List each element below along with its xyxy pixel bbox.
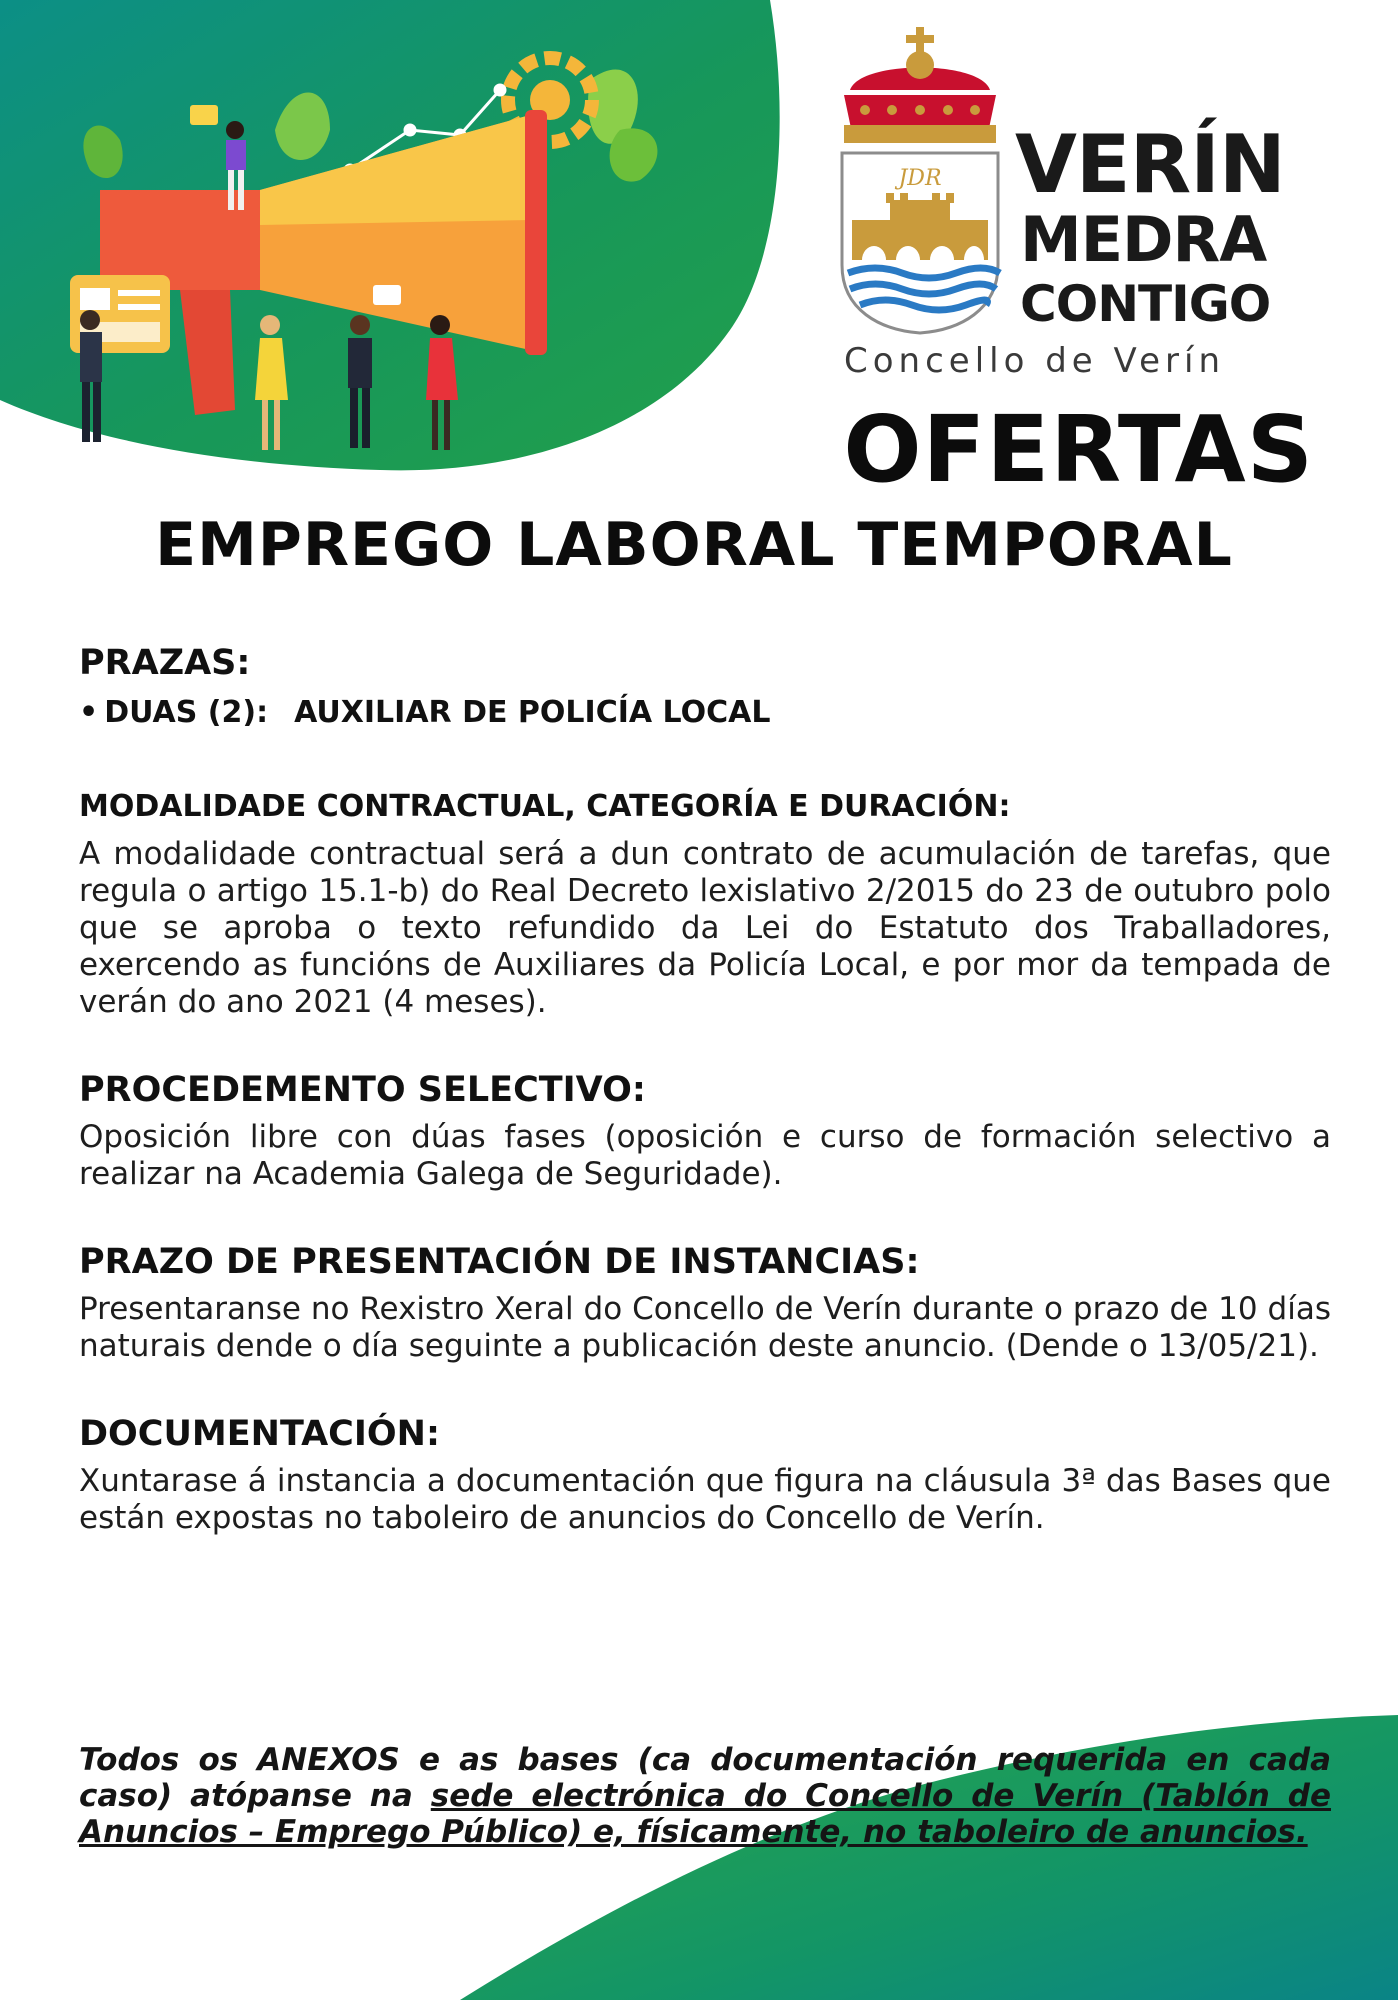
places-role: AUXILIAR DE POLICÍA LOCAL [294, 695, 771, 730]
brand-verin: VERÍN [1015, 118, 1285, 211]
section-body-documentacion: Xuntarase á instancia a documentación que figura na cláusula 3ª das Bases que están expostas no taboleiro de anuncios do Concello de Verín. [79, 1463, 1331, 1536]
bullet-icon: • [79, 695, 99, 730]
section-title-prazo: PRAZO DE PRESENTACIÓN DE INSTANCIAS: [79, 1242, 920, 1282]
brand-medra: MEDRA [1020, 203, 1267, 276]
page-title: OFERTAS [843, 396, 1314, 503]
footer-text: Todos os ANEXOS e as bases (ca documentación requerida en cada caso) atópanse na [79, 1742, 1331, 1814]
offer-details [79, 640, 1331, 1537]
section-title-documentacion: DOCUMENTACIÓN: [79, 1414, 440, 1454]
sede-electronica-link[interactable]: sede electrónica do Concello de Verín (Tablón de Anuncios – Emprego Público) e, físicamente, no taboleiro de anuncios. [79, 1778, 1331, 1850]
list-item [79, 692, 1331, 734]
coat-of-arms-icon [830, 25, 1010, 335]
shield-initials: JDR [898, 166, 942, 191]
section-title-procedemento: PROCEDEMENTO SELECTIVO: [79, 1070, 646, 1110]
megaphone-illustration [30, 20, 710, 460]
page-subtitle: EMPREGO LABORAL TEMPORAL [155, 510, 1233, 580]
brand-contigo: CONTIGO [1020, 275, 1271, 333]
megaphone-icon [100, 110, 547, 415]
section-title-prazas: PRAZAS: [79, 643, 251, 683]
section-body-modalidade: A modalidade contractual será a dun contrato de acumulación de tarefas, que regula o artigo 15.1-b) do Real Decreto lexislativo 2/2015 do 23 de outubro polo que se aproba o texto refundido da Lei do Estatuto dos Traballadores, exercendo as funcións de Auxiliares da Policía Local, e por mor da tempada de verán do ano 2021 (4 meses). [79, 836, 1331, 1020]
footer-note [79, 1742, 1331, 1850]
section-body-procedemento: Oposición libre con dúas fases (oposición e curso de formación selectivo a realizar na Academia Galega de Seguridade). [79, 1119, 1331, 1192]
concello-logo [830, 25, 1310, 385]
section-body-prazo: Presentaranse no Rexistro Xeral do Concello de Verín durante o prazo de 10 días naturais dende o día seguinte a publicación deste anuncio. (Dende o 13/05/21). [79, 1291, 1331, 1364]
concello-name: Concello de Verín [844, 341, 1226, 381]
places-count: DUAS (2): [104, 695, 269, 730]
section-title-modalidade: MODALIDADE CONTRACTUAL, CATEGORÍA E DURACIÓN: [79, 789, 1011, 824]
